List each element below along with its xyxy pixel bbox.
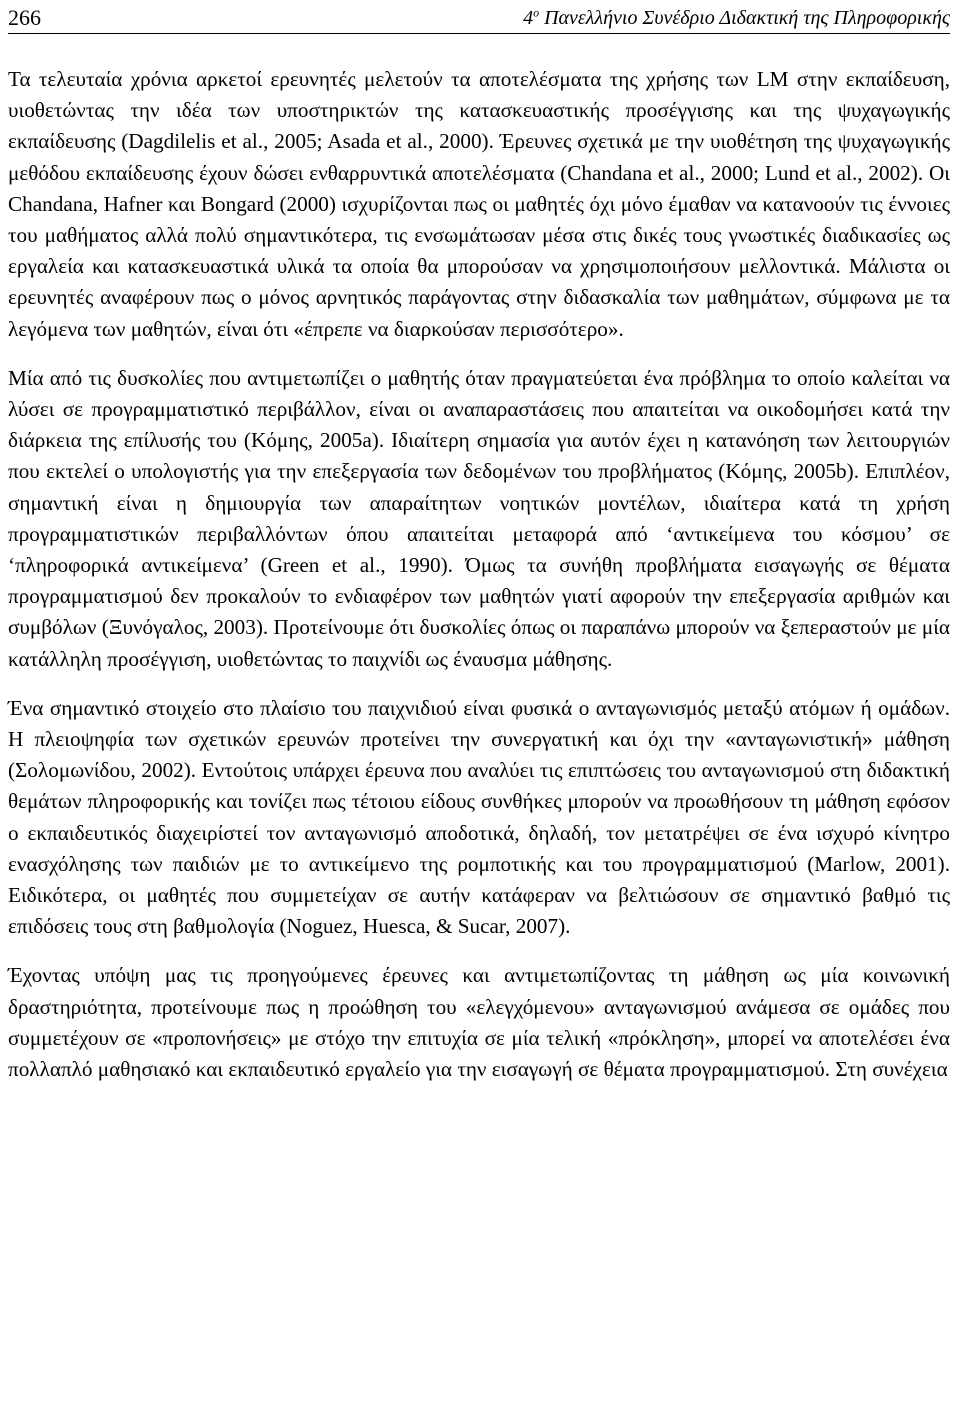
running-title-number: 4 xyxy=(523,7,534,29)
paragraph: Ένα σημαντικό στοιχείο στο πλαίσιο του παιχνιδιού είναι φυσικά ο ανταγωνισμός μεταξύ ατόμων ή ομάδων. Η πλειοψηφία των σχετικών ερευνών προτείνει την συνεργατική και όχι την «ανταγωνιστική» μάθηση (Σολομωνίδου, 2002). Εντούτοις υπάρχει έρευνα που αναλύει τις επιπτώσεις του ανταγωνισμού στη διδακτική θεμάτων πληροφορικής και τονίζει πως τέτοιου είδους συνθήκες μπορούν να προωθήσουν τη μάθηση εφόσον ο εκπαιδευτικός διαχειρίστεί τον ανταγωνισμό αποδοτικά, δηλαδή, τον μετατρέψει σε ένα ισχυρό κίνητρο ενασχόλησης των παιδιών με το αντικείμενο της ρομποτικής και του προγραμματισμού (Marlow, 2001). Ειδικότερα, οι μαθητές που συμμετείχαν σε αυτήν κατάφεραν να βελτιώσουν σε σημαντικό βαθμό τις επιδόσεις τους στη βαθμολογία (Noguez, Huesca, & Sucar, 2007). xyxy=(8,695,950,939)
running-title-superscript: ο xyxy=(533,5,540,20)
page-header xyxy=(8,0,950,34)
body-text xyxy=(8,34,950,1085)
running-title-text: Πανελλήνιο Συνέδριο Διδακτική της Πληροφορικής xyxy=(539,7,950,29)
paragraph: Έχοντας υπόψη μας τις προηγούμενες έρευνες και αντιμετωπίζοντας τη μάθηση ως μία κοινωνική δραστηριότητα, προτείνουμε πως η προώθηση του «ελεγχόμενου» ανταγωνισμού ανάμεσα σε ομάδες που συμμετέχουν σε «προπονήσεις» με στόχο την επιτυχία σε μία τελική «πρόκληση», μπορεί να αποτελέσει ένα πολλαπλό μαθησιακό και εκπαιδευτικό εργαλείο για την εισαγωγή σε θέματα προγραμματισμού. Στη συνέχεια xyxy=(8,963,950,1082)
running-title xyxy=(523,5,950,31)
paragraph: Τα τελευταία χρόνια αρκετοί ερευνητές μελετούν τα αποτελέσματα της χρήσης των LM στην εκπαίδευση, υιοθετώντας την ιδέα των υποστηρικτών της κατασκευαστικής προσέγγισης και της ψυχαγωγικής εκπαίδευσης (Dagdilelis et al., 2005; Asada et al., 2000). Έρευνες σχετικά με την υιοθέτηση της ψυχαγωγικής μεθόδου εκπαίδευσης έχουν δώσει ενθαρρυντικά αποτελέσματα (Chandana et al., 2000; Lund et al., 2002). Οι Chandana, Hafner και Bongard (2000) ισχυρίζονται πως οι μαθητές όχι μόνο έμαθαν να κατανοούν τις έννοιες του μαθήματος αλλά πολύ σημαντικότερα, τις ενσωμάτωσαν μέσα στις δικές τους γνωστικές διαδικασίες ως εργαλεία και κατασκευαστικά υλικά τα οποία θα μπορούσαν να χρησιμοποιήσουν μελλοντικά. Μάλιστα οι ερευνητές αναφέρουν πως ο μόνος αρνητικός παράγοντας στην διδασκαλία των μαθημάτων, σύμφωνα με τα λεγόμενα των μαθητών, είναι ότι «έπρεπε να διαρκούσαν περισσότερο». xyxy=(8,67,950,341)
paragraph: Μία από τις δυσκολίες που αντιμετωπίζει ο μαθητής όταν πραγματεύεται ένα πρόβλημα το οποίο καλείται να λύσει σε προγραμματιστικό περιβάλλον, είναι οι αναπαραστάσεις που απαιτείται να οικοδομήσει κατά την διάρκεια της επίλυσής του (Κόμης, 2005a). Ιδιαίτερη σημασία για αυτόν έχει η κατανόηση των λειτουργιών που εκτελεί ο υπολογιστής για την επεξεργασία των δεδομένων του προβλήματος (Κόμης, 2005b). Επιπλέον, σημαντική είναι η δημιουργία των απαραίτητων νοητικών μοντέλων, ιδιαίτερα κατά τη χρήση προγραμματιστικών περιβαλλόντων όπου απαιτείται μεταφορά από ‘αντικείμενα του κόσμου’ σε ‘πληροφορικά αντικείμενα’ (Green et al., 1990). Όμως τα συνήθη προβλήματα εισαγωγής σε θέματα προγραμματισμού δεν προκαλούν το ενδιαφέρον των μαθητών γιατί αφορούν την επεξεργασία αριθμών και συμβόλων (Ξυνόγαλος, 2003). Προτείνουμε ότι δυσκολίες όπως οι παραπάνω μπορούν να ξεπεραστούν με μία κατάλληλη προσέγγιση, υιοθετώντας το παιχνίδι ως έναυσμα μάθησης. xyxy=(8,365,950,671)
page-number: 266 xyxy=(8,5,41,30)
